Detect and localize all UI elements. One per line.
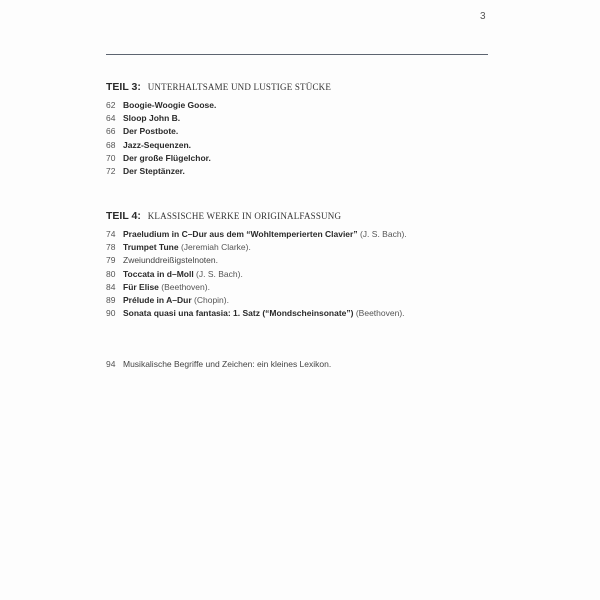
section-title: UNTERHALTSAME UND LUSTIGE STÜCKE [147,82,332,92]
section-teil-3 [106,80,331,178]
appendix-entry [106,358,331,371]
entry-page: 94 [106,359,116,369]
entry-page: 79 [106,255,116,266]
section-heading [106,209,407,223]
entry-composer: (J. S. Bach). [357,229,407,239]
entry-page: 66 [106,126,116,137]
toc-entry [106,294,407,307]
section-title: KLASSISCHE WERKE IN ORIGINALFASSUNG [147,211,342,221]
section-number: TEIL 3: [106,81,141,93]
entry-title: Trumpet Tune [123,242,179,253]
toc-entry [106,228,407,241]
toc-entry [106,125,331,138]
entry-page: 72 [106,166,116,177]
header-rule [106,54,488,55]
entry-page: 80 [106,268,116,279]
entry-title: Prélude in A–Dur [123,295,192,306]
entry-title: Praeludium in C–Dur aus dem “Wohltemperierten Clavier” [123,229,358,239]
entry-composer: (Jeremiah Clarke). [178,242,251,253]
entry-page: 68 [106,139,116,150]
entry-composer: (Chopin). [191,295,229,306]
toc-entry [106,281,407,294]
toc-entry [106,307,407,320]
entry-composer: (Beethoven). [353,308,405,319]
section-teil-4 [106,209,407,320]
toc-entry [106,99,331,112]
entry-page: 90 [106,308,116,319]
entry-title: Boogie-Woogie Goose. [123,100,217,110]
entry-title: Jazz-Sequenzen. [123,139,192,150]
entry-title: Der große Flügelchor. [123,152,211,163]
entry-title: Der Steptänzer. [123,166,185,177]
section-heading [106,80,331,94]
entry-composer: (J. S. Bach). [193,268,243,279]
toc-entry [106,152,331,165]
entry-title: Für Elise [123,281,159,292]
section-number: TEIL 4: [106,210,141,222]
toc-entry [106,112,331,125]
toc-entry [106,139,331,152]
entry-title: Sloop John B. [123,113,181,124]
toc-entry [106,241,407,254]
entry-page: 62 [106,100,116,110]
toc-entry [106,358,331,371]
entry-composer: Zweiunddreißigstelnoten. [123,255,218,266]
entry-composer: (Beethoven). [158,281,210,292]
entry-page: 89 [106,295,116,306]
entry-page: 74 [106,229,116,239]
entry-title: Der Postbote. [123,126,179,137]
entry-page: 70 [106,152,116,163]
page-number: 3 [480,11,486,22]
entry-title: Musikalische Begriffe und Zeichen: ein kleines Lexikon. [123,359,332,369]
entry-page: 84 [106,281,116,292]
entry-title: Toccata in d–Moll [123,268,194,279]
entry-page: 64 [106,113,116,124]
entry-title: Sonata quasi una fantasia: 1. Satz (“Mondscheinsonate”) [123,308,354,319]
toc-entry [106,268,407,281]
entry-page: 78 [106,242,116,253]
toc-entry [106,254,407,267]
toc-entry [106,165,331,178]
